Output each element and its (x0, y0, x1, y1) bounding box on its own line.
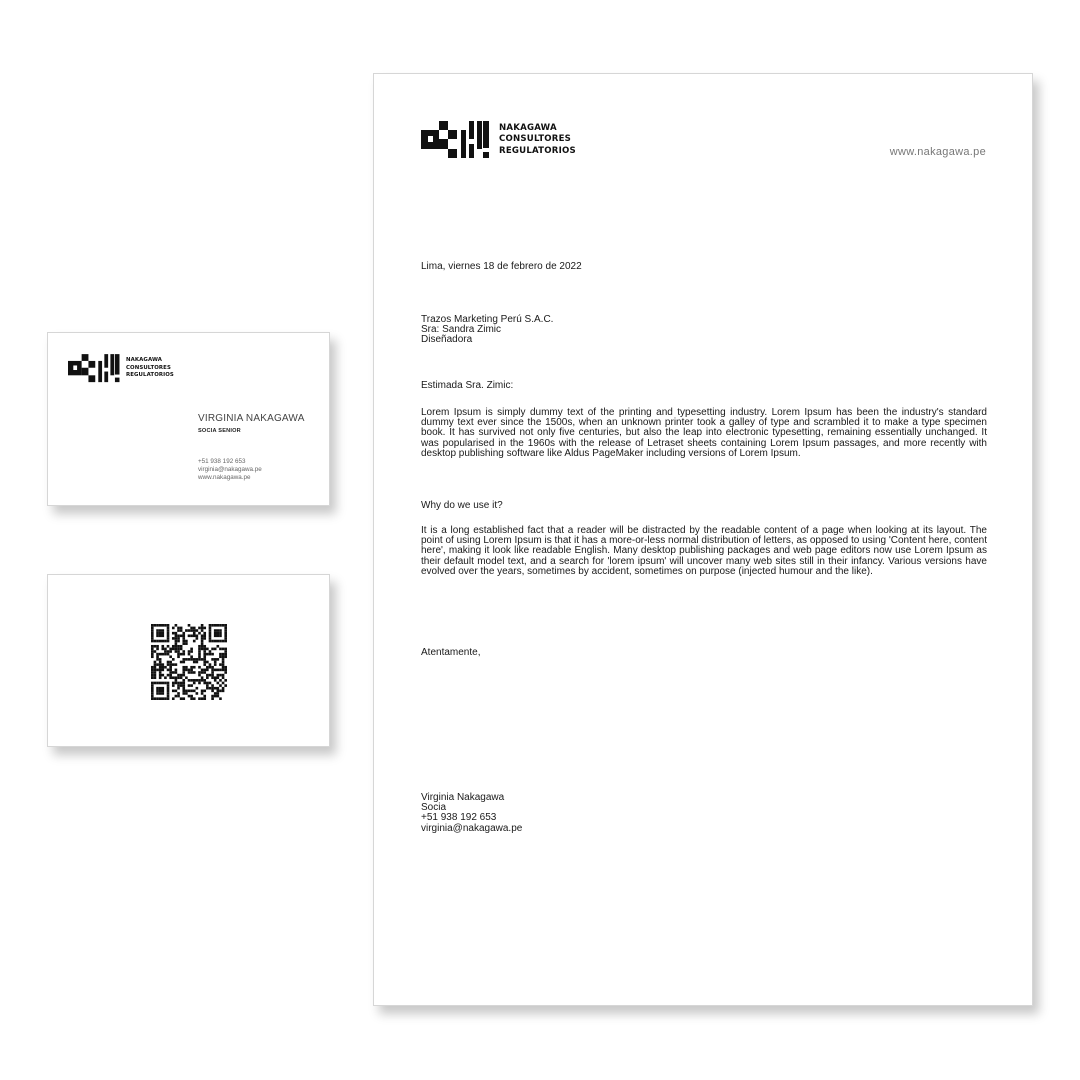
recipient-block (421, 315, 987, 346)
letter-logo (421, 121, 576, 159)
letter-date: Lima, viernes 18 de febrero de 2022 (421, 261, 582, 272)
brand-name-line: REGULATORIOS (126, 372, 174, 379)
recipient-title: Diseñadora (421, 334, 473, 346)
letter-paragraph-1: Lorem Ipsum is simply dummy text of the printing and typesetting industry. Lorem Ipsum has been the industry's standard dummy text ever since the 1500s, when an unknown printer took a galley of type and scrambled it to make a type specimen book. It has survived not only five centuries, but also the leap into electronic typesetting, remaining essentially unchanged. It was popularised in the 1960s with the release of Letraset sheets containing Lorem Ipsum passages, and more recently with desktop publishing software like Aldus PageMaker including versions of Lorem Ipsum. (421, 407, 987, 459)
card-email: virginia@nakagawa.pe (198, 465, 262, 473)
letter-question: Why do we use it? (421, 500, 503, 511)
pixel-logo-icon (68, 354, 121, 383)
brand-name-line: CONSULTORES (499, 134, 572, 145)
letterhead-page (373, 73, 1033, 1006)
letter-website: www.nakagawa.pe (889, 146, 986, 158)
business-card-back (47, 574, 330, 747)
brand-name-line: NAKAGAWA (499, 122, 557, 133)
letter-greeting: Estimada Sra. Zimic: (421, 380, 514, 391)
brand-name-line: NAKAGAWA (126, 357, 163, 364)
card-phone: +51 938 192 653 (198, 458, 246, 465)
recipient-company: Trazos Marketing Perú S.A.C. (421, 314, 554, 325)
brand-name-line: CONSULTORES (126, 364, 171, 371)
signature-email: virginia@nakagawa.pe (421, 822, 523, 834)
signature-role: Socia (421, 802, 447, 814)
letter-paragraph-2: It is a long established fact that a reader will be distracted by the readable content of a page when looking at its layout. The point of using Lorem Ipsum is that it has a more-or-less normal distribution of letters, as opposed to using 'Content here, content here', making it look like readable English. Many desktop publishing packages and web page editors now use Lorem Ipsum as their default model text, and a search for 'lorem ipsum' will uncover many web sites still in their infancy. Various versions have evolved over the years, sometimes by accident, sometimes on purpose (injected humour and the like). (421, 525, 987, 577)
brand-name (126, 357, 174, 380)
card-logo (68, 354, 174, 383)
letter-closing: Atentamente, (421, 647, 481, 658)
signature-name: Virginia Nakagawa (421, 792, 505, 803)
card-website: www.nakagawa.pe (198, 473, 251, 481)
brand-name (499, 123, 576, 158)
pixel-logo-icon (421, 121, 491, 159)
card-contact-block (198, 458, 262, 481)
signature-block (421, 793, 987, 834)
card-person-name: VIRGINIA NAKAGAWA (198, 413, 305, 424)
brand-name-line: REGULATORIOS (499, 145, 576, 156)
recipient-person: Sra: Sandra Zimic (421, 324, 502, 336)
business-card-front (47, 332, 330, 506)
qr-code-icon (151, 624, 227, 700)
card-person-role: SOCIA SENIOR (198, 428, 241, 434)
signature-phone: +51 938 192 653 (421, 812, 497, 824)
